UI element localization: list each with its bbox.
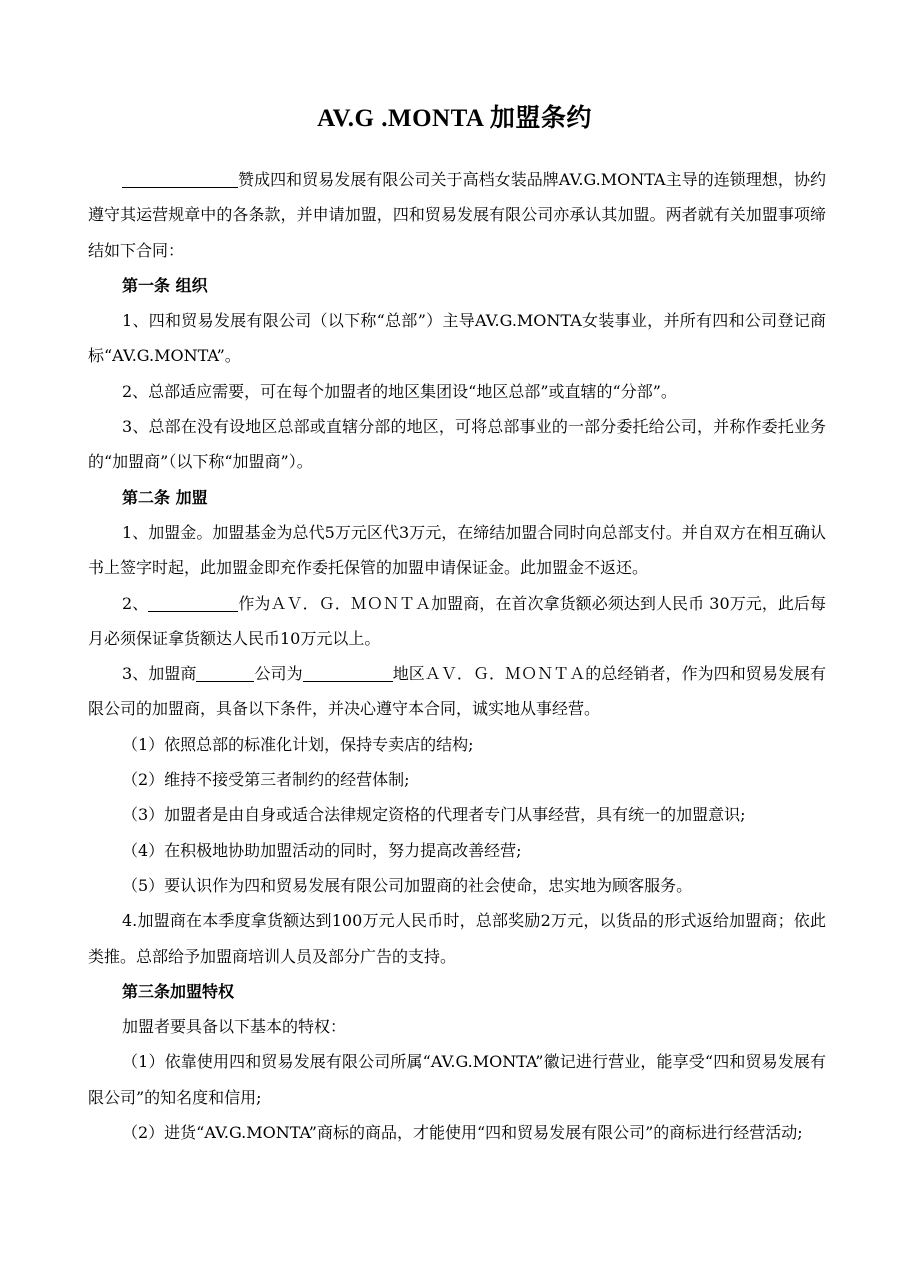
document-body xyxy=(88,162,826,1150)
intro-text: 赞成四和贸易发展有限公司关于高档女装品牌AV.G.MONTA主导的连锁理想，协约遵守其运营规章中的各条款，并申请加盟，四和贸易发展有限公司亦承认其加盟。两者就有关加盟事项缔结如下合同： xyxy=(88,170,826,260)
article2-item-2-text: 作为ＡＶ．Ｇ．ＭＯＮＴＡ加盟商，在首次拿货额必须达到人民币 30万元，此后每月必须保证拿货额达人民币10万元以上。 xyxy=(88,593,826,648)
article2-item-1: 1、加盟金。加盟基金为总代5万元区代3万元，在缔结加盟合同时向总部支付。并自双方在相互确认书上签字时起，此加盟金即充作委托保管的加盟申请保证金。此加盟金不返还。 xyxy=(88,522,826,578)
document-title: AV.G .MONTA 加盟条约 xyxy=(317,105,592,132)
region-blank[interactable] xyxy=(303,661,393,682)
article1-heading: 第一条 组织 xyxy=(122,275,208,295)
privilege-1: （1）依靠使用四和贸易发展有限公司所属“AV.G.MONTA”徽记进行营业，能享受“四和贸易发展有限公司”的知名度和信用; xyxy=(88,1052,826,1107)
article1-item-3: 3、总部在没有设地区总部或直辖分部的地区，可将总部事业的一部分委托给公司，并称作委托业务的“加盟商”（以下称“加盟商”）。 xyxy=(88,417,826,472)
party-name-blank[interactable] xyxy=(122,167,238,188)
company-name-blank[interactable] xyxy=(196,661,254,682)
franchisee-blank[interactable] xyxy=(148,591,238,612)
intro-paragraph xyxy=(88,162,826,268)
article2-item-3-part-c: 地区ＡＶ．Ｇ．ＭＯＮＴＡ的总经销者，作为四和贸易发展有限公司的加盟商，具备以下条件，并决心遵守本合同，诚实地从事经营。 xyxy=(88,664,826,719)
condition-2: （2）维持不接受第三者制约的经营体制; xyxy=(122,770,410,790)
article2-item-3 xyxy=(88,656,826,727)
article1-item-1: 1、四和贸易发展有限公司（以下称“总部”）主导AV.G.MONTA女装事业，并所有四和公司登记商标“AV.G.MONTA”。 xyxy=(88,311,826,366)
condition-3: （3）加盟者是由自身或适合法律规定资格的代理者专门从事经营，具有统一的加盟意识; xyxy=(122,805,746,825)
article2-heading: 第二条 加盟 xyxy=(122,487,208,507)
article3-lead: 加盟者要具备以下基本的特权： xyxy=(122,1017,347,1037)
condition-5: （5）要认识作为四和贸易发展有限公司加盟商的社会使命，忠实地为顾客服务。 xyxy=(122,875,693,895)
article2-item-4: 4.加盟商在本季度拿货额达到100万元人民币时，总部奖励2万元，以货品的形式返给加盟商；依此类推。总部给予加盟商培训人员及部分广告的支持。 xyxy=(88,911,826,966)
article2-item-2 xyxy=(88,586,826,657)
privilege-2: （2）进货“AV.G.MONTA”商标的商品，才能使用“四和贸易发展有限公司”的商标进行经营活动; xyxy=(122,1123,803,1143)
article1-item-2: 2、总部适应需要，可在每个加盟者的地区集团设“地区总部”或直辖的“分部”。 xyxy=(122,381,677,401)
article3-heading: 第三条加盟特权 xyxy=(122,981,235,1001)
condition-1: （1）依照总部的标准化计划，保持专卖店的结构; xyxy=(122,734,474,754)
article2-item-3-part-b: 公司为 xyxy=(254,664,303,684)
condition-4: （4）在积极地协助加盟活动的同时，努力提高改善经营; xyxy=(122,840,522,860)
article2-item-3-part-a: 3、加盟商 xyxy=(122,664,197,684)
article2-item-2-prefix: 2、 xyxy=(122,593,149,613)
